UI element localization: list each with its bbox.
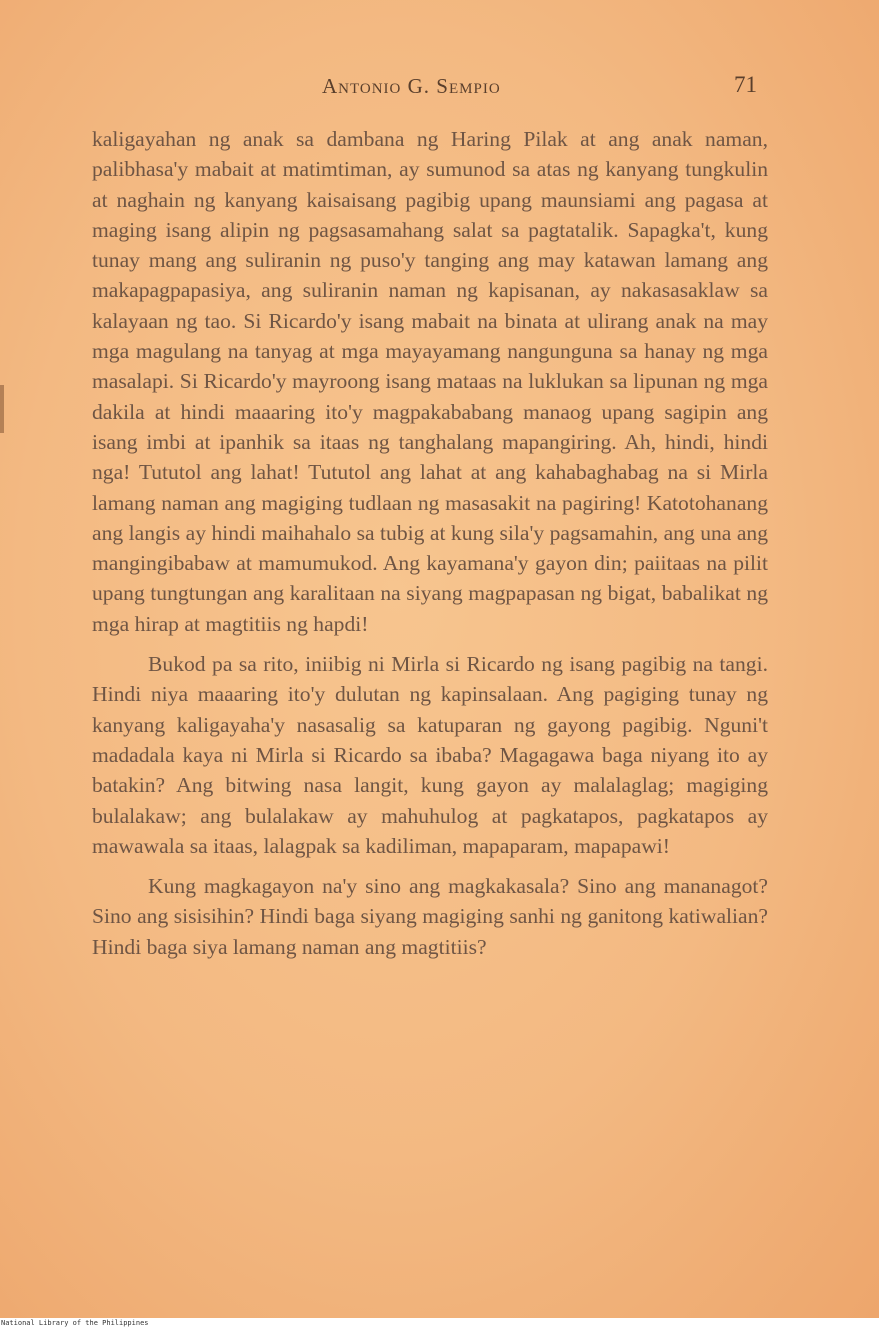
library-credit: National Library of the Philippines (0, 1318, 879, 1328)
body-text (92, 124, 768, 962)
running-header-author: Antonio G. Sempio (322, 74, 501, 98)
page-number: 71 (734, 72, 757, 97)
paragraph-3: Kung magkagayon na'y sino ang magkakasala? Sino ang mananagot? Sino ang sisisihin? Hindi baga siyang magiging sanhi ng ganitong katiwalian? Hindi baga siya lamang naman ang magtitiis? (92, 874, 768, 959)
page-edge-mark (0, 385, 4, 433)
paragraph-2: Bukod pa sa rito, iniibig ni Mirla si Ricardo ng isang pagibig na tangi. Hindi niya maaaring ito'y dulutan ng kapinsalaan. Ang pagiging tunay ng kanyang kaligayaha'y nasasalig sa katuparan ng gayong pagibig. Nguni't madadala kaya ni Mirla si Ricardo sa ibaba? Magagawa baga niyang ito ay batakin? Ang bitwing nasa langit, kung gayon ay malalaglag; magiging bulalakaw; ang bulalakaw ay mahuhulog at pagkatapos, pagkatapos ay mawawala sa itaas, lalagpak sa kadiliman, mapaparam, mapapawi! (92, 652, 768, 858)
paragraph-1: kaligayahan ng anak sa dambana ng Haring Pilak at ang anak naman, palibhasa'y mabait at matimtiman, ay sumunod sa atas ng kanyang tungkulin at naghain ng kanyang kaisaisang pagibig upang maunsiami ang pagasa at maging isang alipin ng pagsasamahang salat sa pagtatalik. Sapagka't, kung tunay mang ang suliranin ng puso'y tanging ang may katawan lamang ang makapagpapasiya, ang suliranin naman ng kapisanan, ay nakasasaklaw sa kalayaan ng tao. Si Ricardo'y isang mabait na binata at ulirang anak na may mga magulang na tanyag at mga mayayamang nangunguna sa hanay ng mga masalapi. Si Ricardo'y mayroong isang mataas na luklukan sa lipunan ng mga dakila at hindi maaaring ito'y magpakababang manaog upang sagipin ang isang imbi at ipanhik sa itaas ng tanghalang mapangiring. Ah, hindi, hindi nga! Tututol ang lahat! Tututol ang lahat at ang kahabaghabag na si Mirla lamang naman ang magiging tudlaan ng masasakit na pagiring! Katotohanang ang langis ay hindi maihahalo sa tubig at kung sila'y pagsamahin, ang una ang mangingibabaw at mamumukod. Ang kayamana'y gayon din; paiitaas na pilit upang tungtungan ang karalitaan na siyang magpapasan ng bigat, babalikat ng mga hirap at magtitiis ng hapdi! (92, 127, 768, 636)
